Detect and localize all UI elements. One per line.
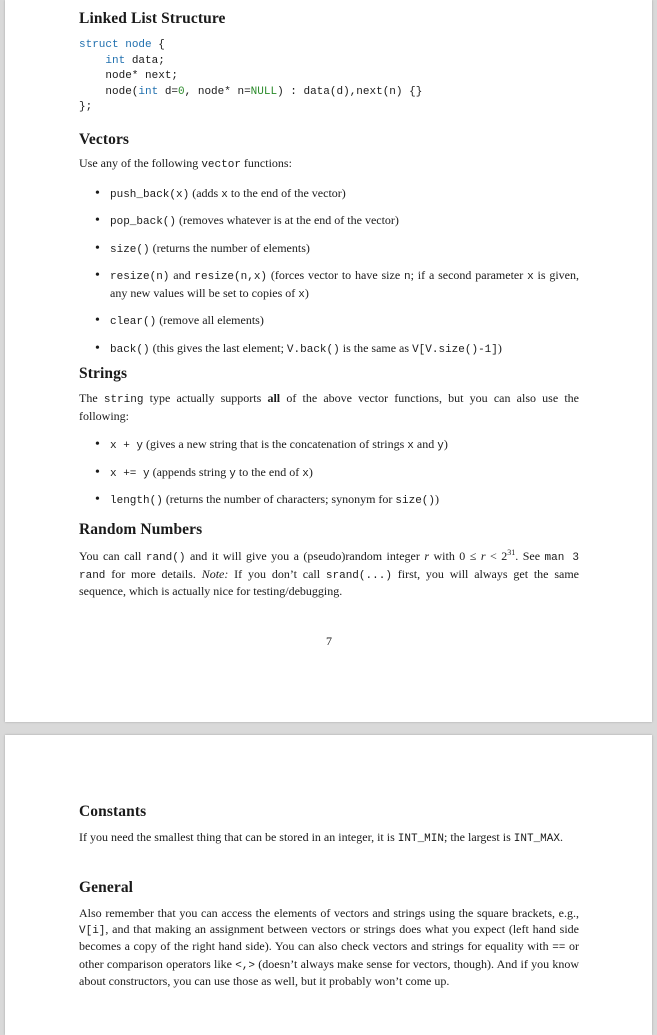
general-section [79,879,579,990]
constants-section [79,803,579,848]
constants-heading: Constants [79,803,147,820]
constants-body: If you need the smallest thing that can be stored in an integer, it is INT_MIN; the largest is INT_MAX. [79,830,563,845]
string-function-list [79,437,579,510]
strings-heading: Strings [79,365,128,382]
document-page-2 [5,735,652,1035]
code-line-5: }; [79,101,93,113]
vector-function-list [79,186,579,359]
random-body: You can call rand() and it will give you a (pseudo)random integer r with $0 \le r < 2^{31}$. See man 3 rand for more details. Note: If you don’t call srand(...) first, you will always get the same sequence, which is actually nice for testing/debugging. [79,548,579,598]
list-item: • x + y (gives a new string that is the concatenation of strings x and y) [79,437,579,455]
list-item: • back() (this gives the last element; V.back() is the same as V[V.size()-1]) [79,341,579,359]
vectors-intro: Use any of the following vector functions: [79,156,292,171]
document-page-1 [5,0,652,722]
linked-list-section [79,10,579,116]
random-numbers-section [79,521,579,600]
code-line-2: int data; [105,54,165,67]
linked-list-code [79,38,579,116]
strings-intro: The string type actually supports all of the above vector functions, but you can also use the following: [79,391,579,423]
vectors-section [79,131,579,358]
list-item: • length() (returns the number of characters; synonym for size()) [79,492,579,510]
general-heading: General [79,879,134,896]
page-number: 7 [326,634,332,648]
list-item: • push_back(x) (adds x to the end of the vector) [79,186,579,204]
list-item: • clear() (remove all elements) [79,313,579,331]
list-item: • resize(n) and resize(n,x) (forces vector to have size n; if a second parameter x is given, any new values will be set to copies of x) [79,268,579,303]
linked-list-heading: Linked List Structure [79,10,226,27]
code-line-3: node* next; [79,70,179,82]
general-body: Also remember that you can access the elements of vectors and strings using the square brackets, e.g., V[i], and that making an assignment between vectors or strings does what you expect (left hand side becomes a copy of the right hand side). You can also check vectors and strings for equality with == or other comparison operators like <,> (doesn’t always make sense for vectors, though). And if you know about constructors, you can use those as well, but it probably won’t come up. [79,906,579,988]
code-line-1: struct node { [79,39,165,51]
vectors-heading: Vectors [79,131,130,148]
strings-section [79,365,579,510]
list-item: • size() (returns the number of elements) [79,241,579,259]
code-line-4: node(int d=0, node* n=NULL) : data(d),next(n) {} [79,85,423,98]
list-item: • x += y (appends string y to the end of x) [79,465,579,483]
random-heading: Random Numbers [79,521,203,538]
list-item: • pop_back() (removes whatever is at the end of the vector) [79,213,579,231]
